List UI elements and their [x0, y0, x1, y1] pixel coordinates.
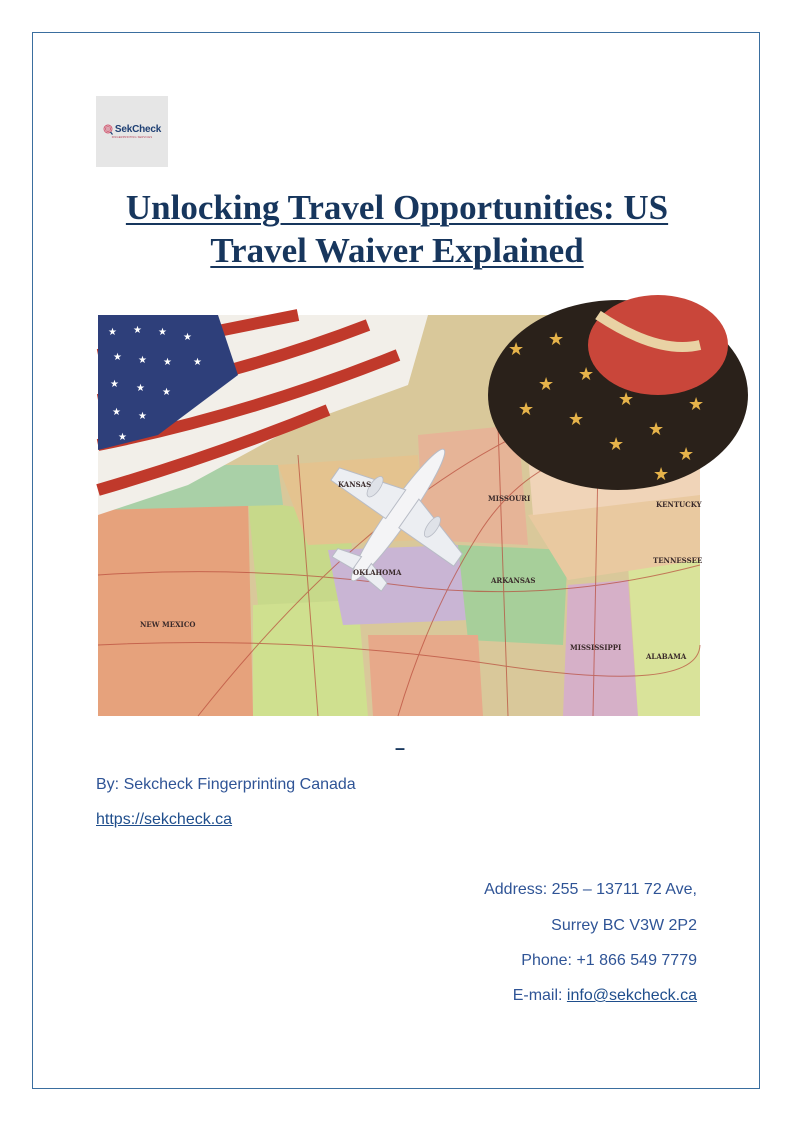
svg-text:★: ★ — [648, 419, 665, 440]
svg-text:★: ★ — [568, 409, 585, 430]
map-label-oklahoma: OKLAHOMA — [353, 568, 402, 577]
svg-text:★: ★ — [118, 432, 127, 443]
map-label-alabama: ALABAMA — [646, 652, 687, 661]
website-link[interactable]: https://sekcheck.ca — [96, 811, 233, 828]
hero-image — [98, 315, 705, 716]
separator-dash: – — [395, 738, 406, 758]
svg-text:★: ★ — [158, 327, 167, 338]
map-region-new-mexico — [98, 500, 253, 716]
svg-text:★: ★ — [113, 352, 122, 363]
title-line-1: Unlocking Travel Opportunities: US — [125, 188, 669, 227]
svg-text:★: ★ — [548, 329, 565, 350]
svg-text:★: ★ — [136, 383, 145, 394]
map-label-new-mexico: NEW MEXICO — [140, 620, 196, 629]
fingerprint-icon — [103, 124, 113, 135]
svg-text:★: ★ — [183, 332, 192, 343]
svg-text:★: ★ — [578, 364, 595, 385]
byline: By: Sekcheck Fingerprinting Canada — [96, 776, 356, 793]
map-label-mississippi: MISSISSIPPI — [570, 643, 622, 652]
phone-number: Phone: +1 866 549 7779 — [521, 952, 697, 969]
email-label: E-mail: — [512, 987, 567, 1004]
svg-text:★: ★ — [163, 357, 172, 368]
svg-text:★: ★ — [162, 387, 171, 398]
map-region-louisiana — [368, 635, 483, 716]
logo-name: SekCheck — [114, 124, 162, 135]
svg-text:★: ★ — [138, 411, 147, 422]
map-label-kentucky: KENTUCKY — [656, 500, 702, 509]
svg-text:★: ★ — [608, 434, 625, 455]
map-region-arkansas — [458, 545, 568, 645]
page-title — [96, 186, 698, 272]
svg-text:★: ★ — [138, 355, 147, 366]
logo-tagline: FINGERPRINTING SERVICES — [111, 136, 153, 139]
svg-text:★: ★ — [618, 389, 635, 410]
map-label-kansas: KANSAS — [338, 480, 372, 489]
email-line — [513, 987, 697, 1005]
svg-text:★: ★ — [133, 325, 142, 336]
svg-text:★: ★ — [518, 399, 535, 420]
svg-text:★: ★ — [688, 394, 705, 415]
svg-text:★: ★ — [538, 374, 555, 395]
svg-text:★: ★ — [193, 357, 202, 368]
title-line-2: Travel Waiver Explained — [210, 231, 584, 270]
sekcheck-logo — [96, 96, 168, 167]
svg-text:★: ★ — [653, 464, 670, 485]
svg-text:★: ★ — [678, 444, 695, 465]
svg-text:★: ★ — [110, 379, 119, 390]
address-line-1: Address: 255 – 13711 72 Ave, — [484, 881, 697, 898]
map-label-tennessee: TENNESSEE — [653, 556, 703, 565]
svg-text:★: ★ — [108, 327, 117, 338]
map-label-arkansas: ARKANSAS — [491, 576, 536, 585]
email-link[interactable]: info@sekcheck.ca — [566, 987, 697, 1004]
svg-text:★: ★ — [112, 407, 121, 418]
address-line-2: Surrey BC V3W 2P2 — [551, 917, 697, 934]
map-label-missouri: MISSOURI — [488, 494, 531, 503]
svg-text:★: ★ — [508, 339, 525, 360]
